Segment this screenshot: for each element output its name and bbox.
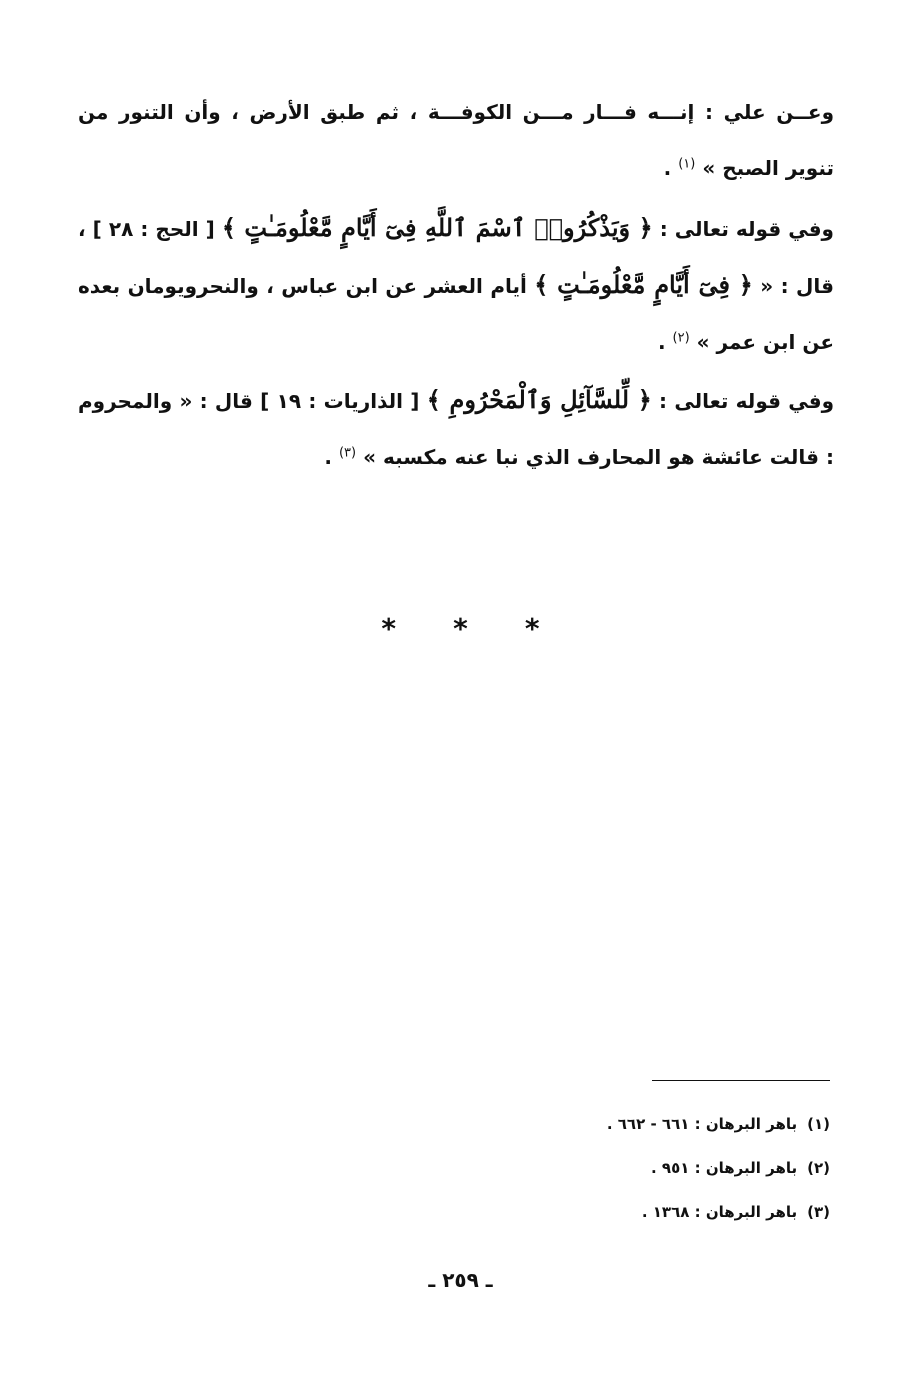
paragraph-1	[78, 84, 834, 196]
footnote-item	[400, 1190, 830, 1234]
footnotes	[400, 1102, 830, 1234]
footnote-text: باهر البرهان : ٦٦١ - ٦٦٢ .	[606, 1115, 798, 1133]
paragraph-3	[78, 372, 834, 485]
paragraph-3-end: .	[324, 445, 332, 469]
footnote-number: (١)	[807, 1115, 830, 1133]
quran-verse-hajj-28: ﴿ وَيَذْكُرُوا۟ ٱسْمَ ٱللَّهِ فِىٓ أَيَّامٍ مَّعْلُومَـٰتٍ ﴾	[221, 213, 653, 242]
footnote-ref-2[interactable]: (٢)	[672, 330, 690, 346]
footnote-divider	[652, 1080, 830, 1081]
footnote-number: (٣)	[807, 1203, 830, 1221]
footnote-text: باهر البرهان : ١٣٦٨ .	[641, 1203, 798, 1221]
footnote-item	[400, 1102, 830, 1146]
paragraph-2-end: .	[657, 330, 666, 354]
paragraph-2-citation: [ الحج : ٢٨ ] ، قال : «	[78, 217, 834, 298]
footnote-item	[400, 1146, 830, 1190]
paragraph-3-citation: [ الذاريات : ١٩ ] قال : « والمحروم : قالت عائشة هو المحارف الذي نبا عنه مكسبه »	[78, 389, 834, 469]
paragraph-2-text: أيام العشر عن ابن عباس ، والنحرويومان بعده عن ابن عمر »	[78, 274, 834, 354]
footnote-text: باهر البرهان : ٩٥١ .	[651, 1159, 798, 1177]
paragraph-1-text: وعــن علي : إنـــه فـــار مـــن الكوفـــة ، ثم طبق الأرض ، وأن التنور من تنوير الصبح »	[78, 100, 834, 180]
footnote-number: (٢)	[807, 1159, 830, 1177]
separator-star: *	[524, 612, 540, 645]
footnote-ref-1[interactable]: (١)	[678, 156, 696, 172]
paragraph-1-end: .	[663, 156, 672, 180]
quran-verse-dhariyat-19: ﴿ لِّلسَّآئِلِ وَٱلْمَحْرُومِ ﴾	[426, 385, 652, 414]
page-number: ـ ٢٥٩ ـ	[428, 1268, 493, 1292]
footnote-ref-3[interactable]: (٣)	[338, 445, 357, 461]
paragraph-3-intro: وفي قوله تعالى :	[651, 389, 834, 413]
paragraph-2-intro: وفي قوله تعالى :	[652, 217, 834, 241]
separator-star: *	[381, 612, 397, 645]
paragraph-2	[78, 200, 834, 370]
section-separator	[0, 612, 921, 645]
separator-star: *	[453, 612, 468, 645]
quran-quote-ayyam-maalumat: ﴿ فِىٓ أَيَّامٍ مَّعْلُومَـٰتٍ ﴾	[534, 270, 753, 299]
